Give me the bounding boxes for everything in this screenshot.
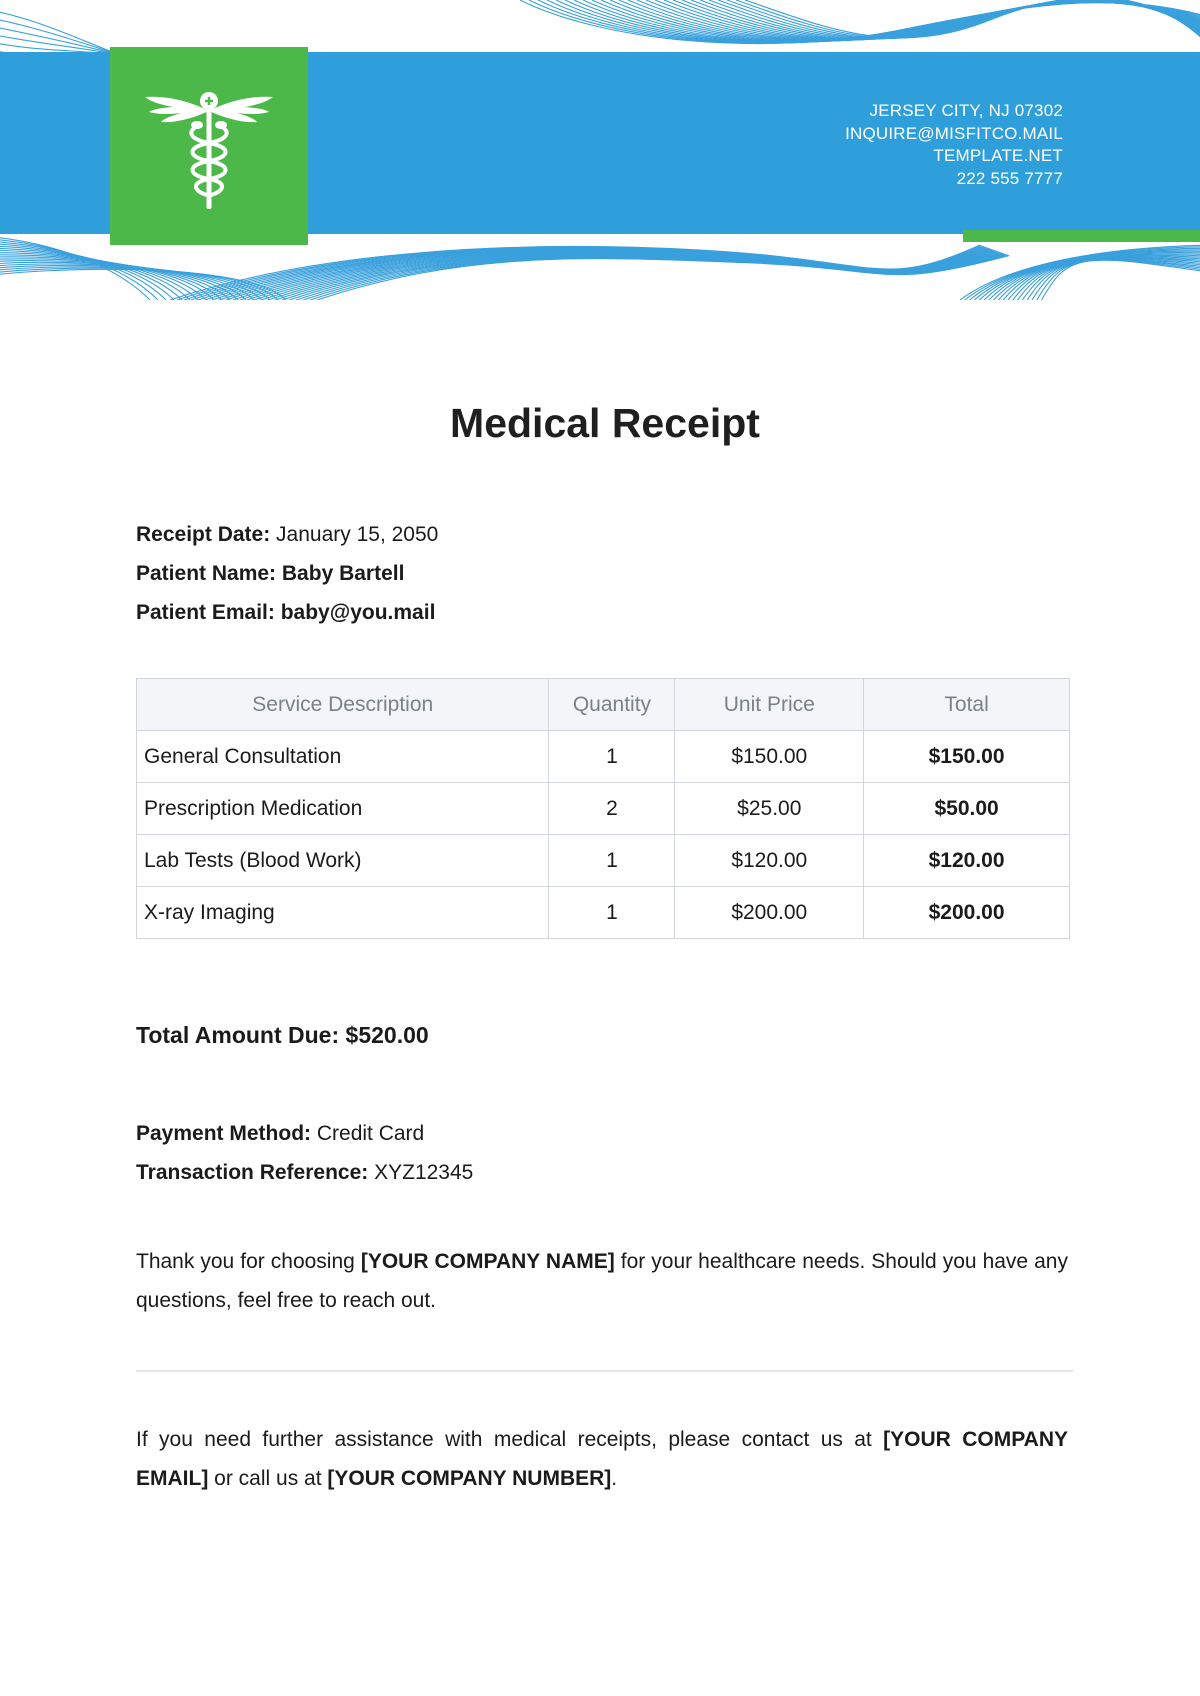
company-number-placeholder: [YOUR COMPANY NUMBER] [327,1467,612,1490]
payment-method-value: Credit Card [316,1122,425,1145]
contact-address: JERSEY CITY, NJ 07302 [869,101,1063,120]
payment-method-row [136,1114,473,1153]
cell-description: X-ray Imaging [137,887,549,939]
table-row [137,887,1070,939]
contact-website: TEMPLATE.NET [933,146,1063,165]
thank-you-text-start: Thank you for choosing [136,1250,361,1273]
wave-lines-top-right [520,0,1200,58]
column-header-unit-price: Unit Price [675,679,864,731]
page-title: Medical Receipt [450,400,760,446]
wave-line [0,253,206,300]
transaction-reference-label: Transaction Reference: [136,1161,369,1184]
cell-quantity: 1 [549,731,675,783]
receipt-meta [136,515,438,632]
column-header-quantity: Quantity [549,679,675,731]
cell-quantity: 2 [549,783,675,835]
cell-description: Prescription Medication [137,783,549,835]
company-email-placeholder: [YOUR COMPANY EMAIL] [136,1428,1068,1490]
table-row [137,783,1070,835]
wave-line [0,248,190,300]
receipt-date-row [136,515,438,554]
services-table [136,678,1070,939]
transaction-reference-row [136,1153,473,1192]
table-header-row [137,679,1070,731]
section-divider [136,1370,1073,1372]
caduceus-icon [139,81,279,211]
column-header-description: Service Description [137,679,549,731]
patient-email-row [136,593,438,632]
company-logo [110,47,308,245]
cell-total: $200.00 [864,887,1070,939]
wave-line [0,10,120,55]
patient-email-value: baby@you.mail [280,601,436,624]
cell-total: $150.00 [864,731,1070,783]
patient-name-label: Patient Name: [136,562,277,585]
assistance-text-end: . [611,1467,618,1490]
receipt-date-label: Receipt Date: [136,523,271,546]
assistance-text-middle: or call us at [208,1467,328,1490]
cell-total: $50.00 [864,783,1070,835]
cell-unit-price: $120.00 [675,835,864,887]
cell-unit-price: $25.00 [675,783,864,835]
table-row [137,835,1070,887]
patient-name-value: Baby Bartell [281,562,405,585]
receipt-date-value: January 15, 2050 [276,523,439,546]
patient-email-label: Patient Email: [136,601,275,624]
payment-details [136,1114,473,1192]
payment-method-label: Payment Method: [136,1122,312,1145]
wave-line [745,0,1200,58]
wave-lines-bottom-middle [170,245,1009,300]
wave-line [0,18,120,55]
contact-email: INQUIRE@MISFITCO.MAIL [845,123,1063,143]
contact-phone: 222 555 7777 [956,168,1063,188]
cell-quantity: 1 [549,887,675,939]
company-name-placeholder: [YOUR COMPANY NAME] [360,1250,615,1273]
cell-quantity: 1 [549,835,675,887]
cell-unit-price: $200.00 [675,887,864,939]
assistance-message [136,1420,1068,1498]
thank-you-text-end: for your healthcare needs. Should you have any questions, feel free to reach out. [136,1250,1068,1312]
column-header-total: Total [864,679,1070,731]
header-accent-strip [963,230,1200,242]
transaction-reference-value: XYZ12345 [374,1161,474,1184]
company-contact-block [845,100,1063,190]
cell-unit-price: $150.00 [675,731,864,783]
cell-description: Lab Tests (Blood Work) [137,835,549,887]
thank-you-message [136,1242,1068,1320]
total-amount-due: Total Amount Due: $520.00 [136,1022,429,1048]
assistance-text-start: If you need further assistance with medical receipts, please contact us at [136,1428,884,1451]
patient-name-row [136,554,438,593]
cell-total: $120.00 [864,835,1070,887]
cell-description: General Consultation [137,731,549,783]
wave-line [727,0,1200,54]
table-row [137,731,1070,783]
